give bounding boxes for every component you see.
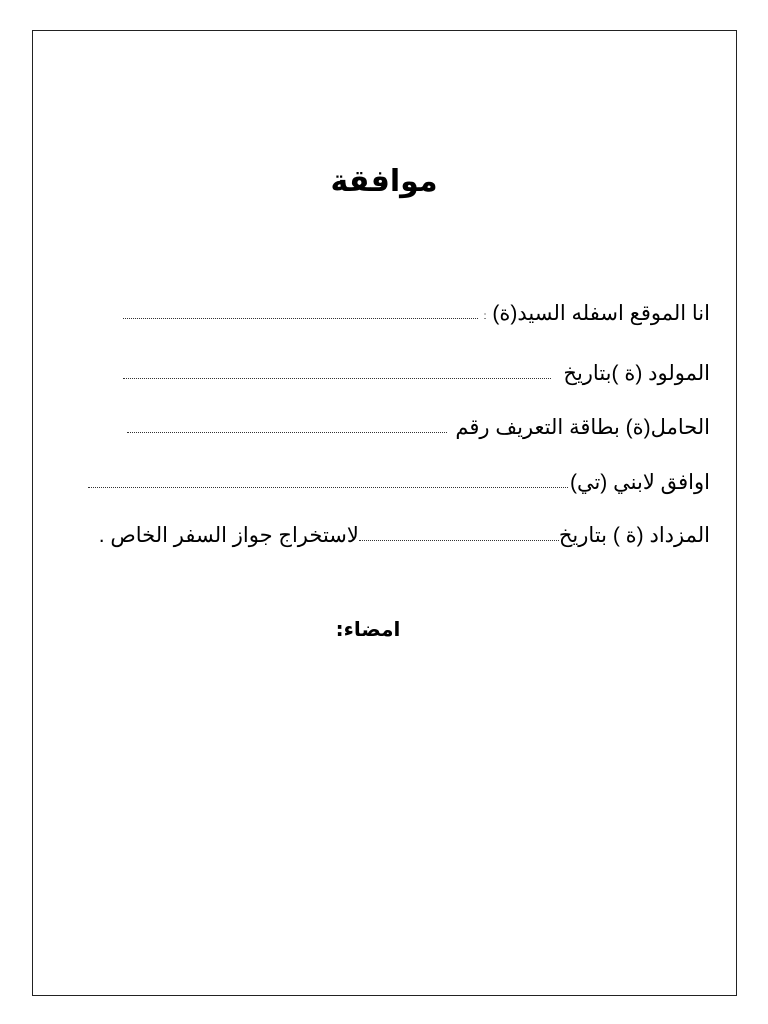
consent-line (88, 465, 710, 495)
consent-label: اوافق لابني (تي) (569, 471, 710, 494)
child-birth-date-blank (359, 539, 559, 541)
declarant-label: انا الموقع اسفله السيد(ة) (492, 302, 710, 325)
declarant-line (123, 296, 710, 326)
declarant-name-blank (123, 317, 478, 319)
signature-label: امضاء: (335, 617, 401, 641)
id-card-label: الحامل(ة) بطاقة التعريف رقم (455, 416, 710, 439)
birth-date-label: المولود (ة )بتاريخ (563, 362, 710, 385)
child-name-blank (88, 486, 568, 488)
child-birth-line (0, 518, 710, 548)
child-birth-label: المزداد (ة ) بتاريخ (558, 524, 710, 547)
birth-date-line (123, 356, 710, 386)
passport-purpose-text: لاستخراج جواز السفر الخاص . (98, 524, 359, 547)
colon-mark: : (483, 311, 487, 322)
id-card-line (127, 410, 710, 440)
document-title: موافقة (330, 164, 438, 199)
id-card-number-blank (127, 431, 447, 433)
birth-date-blank (123, 377, 551, 379)
